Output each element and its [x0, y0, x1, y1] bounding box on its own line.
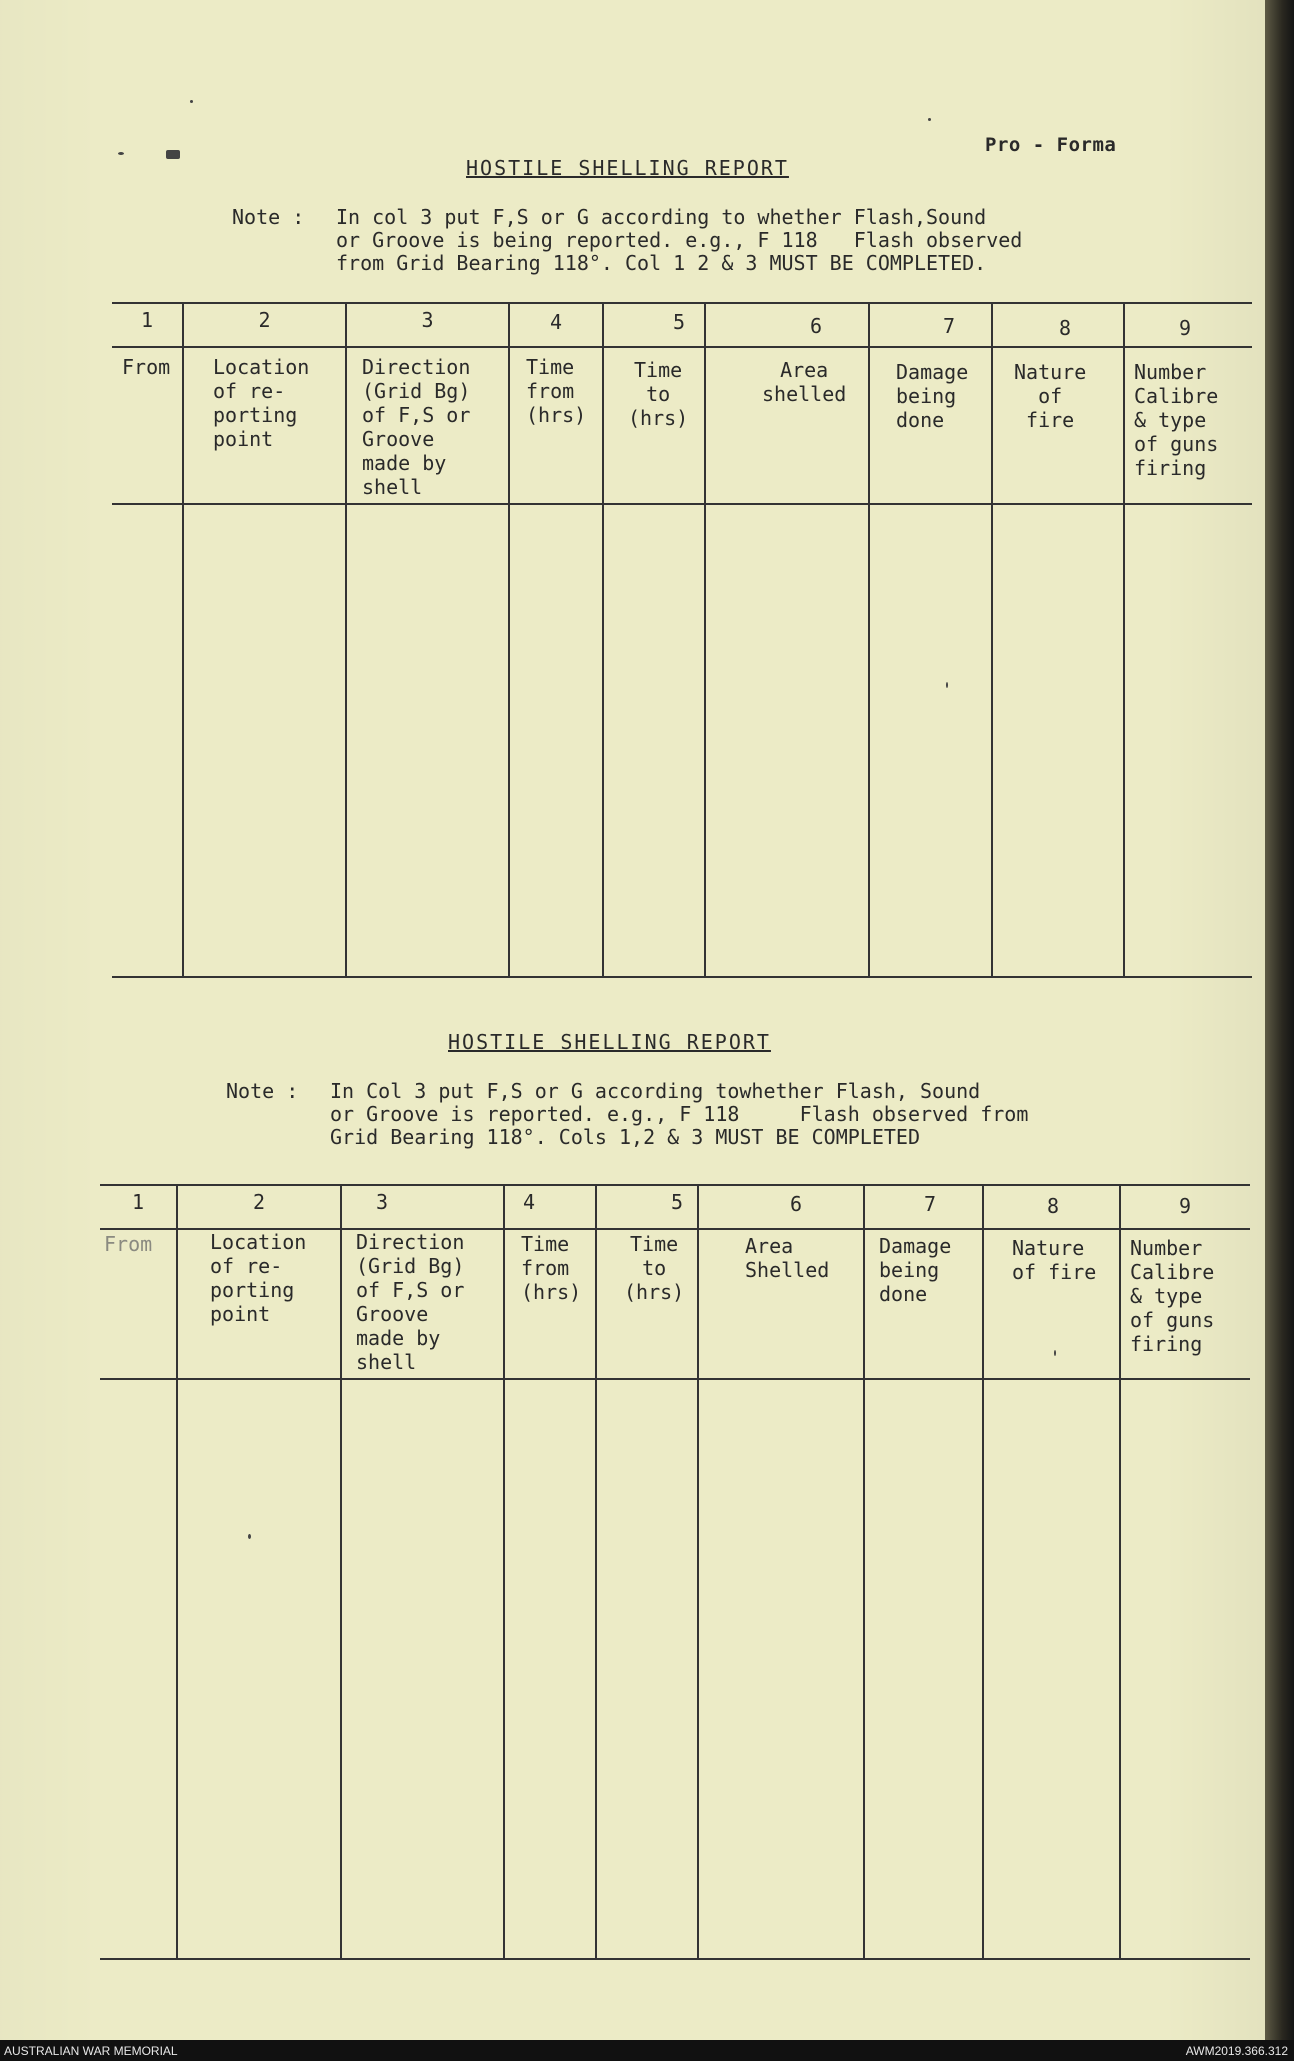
column-header-from: From	[122, 355, 171, 379]
column-number: 3	[421, 308, 434, 332]
ink-mark	[190, 100, 193, 103]
form2-note-label: Note :	[226, 1079, 299, 1103]
column-header-time-from: Time from (hrs)	[521, 1232, 582, 1304]
column-number: 4	[549, 310, 563, 334]
table-rule	[112, 346, 1252, 348]
column-header-time-to: Time to (hrs)	[628, 358, 689, 430]
form2-note-line-1: In Col 3 put F,S or G according towhether Flash, Sound	[330, 1079, 981, 1103]
form1-note-line-1: In col 3 put F,S or G according to whether Flash,Sound	[336, 205, 987, 229]
table-column-rule	[182, 304, 184, 976]
ink-mark	[1054, 1350, 1056, 1356]
column-header-nature: Nature of fire	[1014, 360, 1087, 432]
column-header-time-to: Time to (hrs)	[624, 1232, 685, 1304]
footer-institution: AUSTRALIAN WAR MEMORIAL	[4, 2044, 178, 2058]
ink-mark	[928, 118, 931, 121]
form2-note-line-3: Grid Bearing 118°. Cols 1,2 & 3 MUST BE COMPLETED	[330, 1125, 921, 1149]
ink-mark	[166, 150, 180, 159]
column-number: 5	[670, 1190, 684, 1214]
column-number: 1	[131, 1190, 145, 1214]
column-header-direction: Direction (Grid Bg) of F,S or Groove made by shell	[362, 355, 471, 499]
column-header-from: From	[104, 1232, 153, 1256]
table-rule	[112, 976, 1252, 978]
column-header-time-from: Time from (hrs)	[526, 355, 587, 427]
column-number: 6	[789, 1192, 803, 1216]
column-number: 6	[809, 314, 823, 338]
table-rule	[112, 503, 1252, 505]
table-rule	[100, 1378, 1250, 1380]
table-rule	[112, 302, 1252, 304]
column-header-location: Location of re- porting point	[213, 355, 310, 451]
column-number: 3	[375, 1190, 389, 1214]
table-column-rule	[1119, 1186, 1121, 1958]
column-number: 8	[1058, 316, 1072, 340]
pro-forma-label: Pro - Forma	[985, 134, 1117, 156]
column-header-number: Number Calibre & type of guns firing	[1134, 360, 1219, 480]
table-rule	[100, 1184, 1250, 1186]
table-column-rule	[602, 304, 604, 976]
form2-note-line-2: or Groove is reported. e.g., F 118 Flash observed from	[330, 1102, 1029, 1126]
table-column-rule	[340, 1186, 342, 1958]
form1-note-line-2: or Groove is being reported. e.g., F 118 Flash observed	[336, 228, 1023, 252]
column-number: 2	[258, 308, 271, 332]
column-header-damage: Damage being done	[879, 1234, 952, 1306]
column-number: 8	[1046, 1194, 1060, 1218]
table-column-rule	[345, 304, 347, 976]
column-number: 1	[140, 308, 154, 332]
table-column-rule	[697, 1186, 699, 1958]
form1-title: HOSTILE SHELLING REPORT	[466, 156, 789, 180]
form2-title: HOSTILE SHELLING REPORT	[448, 1030, 771, 1054]
column-number: 7	[942, 314, 956, 338]
table-column-rule	[503, 1186, 505, 1958]
table-rule	[100, 1958, 1250, 1960]
column-number: 9	[1178, 316, 1192, 340]
column-number: 5	[672, 310, 686, 334]
column-number: 2	[252, 1190, 266, 1214]
table-column-rule	[863, 1186, 865, 1958]
ink-mark	[118, 152, 124, 155]
column-number: 7	[923, 1192, 937, 1216]
page-edge-shadow	[1265, 0, 1294, 2040]
column-header-area: Area Shelled	[745, 1234, 830, 1282]
table-column-rule	[704, 304, 706, 976]
ink-mark	[248, 1534, 251, 1539]
form1-note-label: Note :	[232, 205, 305, 229]
column-number: 4	[522, 1190, 536, 1214]
footer-accession-number: AWM2019.366.312	[1185, 2044, 1288, 2058]
table-column-rule	[991, 304, 993, 976]
table-column-rule	[982, 1186, 984, 1958]
table-column-rule	[595, 1186, 597, 1958]
table-column-rule	[868, 304, 870, 976]
archive-footer	[0, 2040, 1294, 2061]
column-header-location: Location of re- porting point	[210, 1230, 307, 1326]
column-header-nature: Nature of fire	[1012, 1236, 1097, 1284]
table-column-rule	[176, 1186, 178, 1958]
table-column-rule	[1123, 304, 1125, 976]
column-header-number: Number Calibre & type of guns firing	[1130, 1236, 1215, 1356]
column-number: 9	[1178, 1194, 1192, 1218]
column-header-direction: Direction (Grid Bg) of F,S or Groove made by shell	[356, 1230, 465, 1374]
ink-mark	[946, 682, 948, 688]
column-header-damage: Damage being done	[896, 360, 969, 432]
table-column-rule	[508, 304, 510, 976]
column-header-area: Area shelled	[762, 358, 847, 406]
form1-note-line-3: from Grid Bearing 118°. Col 1 2 & 3 MUST BE COMPLETED.	[336, 251, 987, 275]
